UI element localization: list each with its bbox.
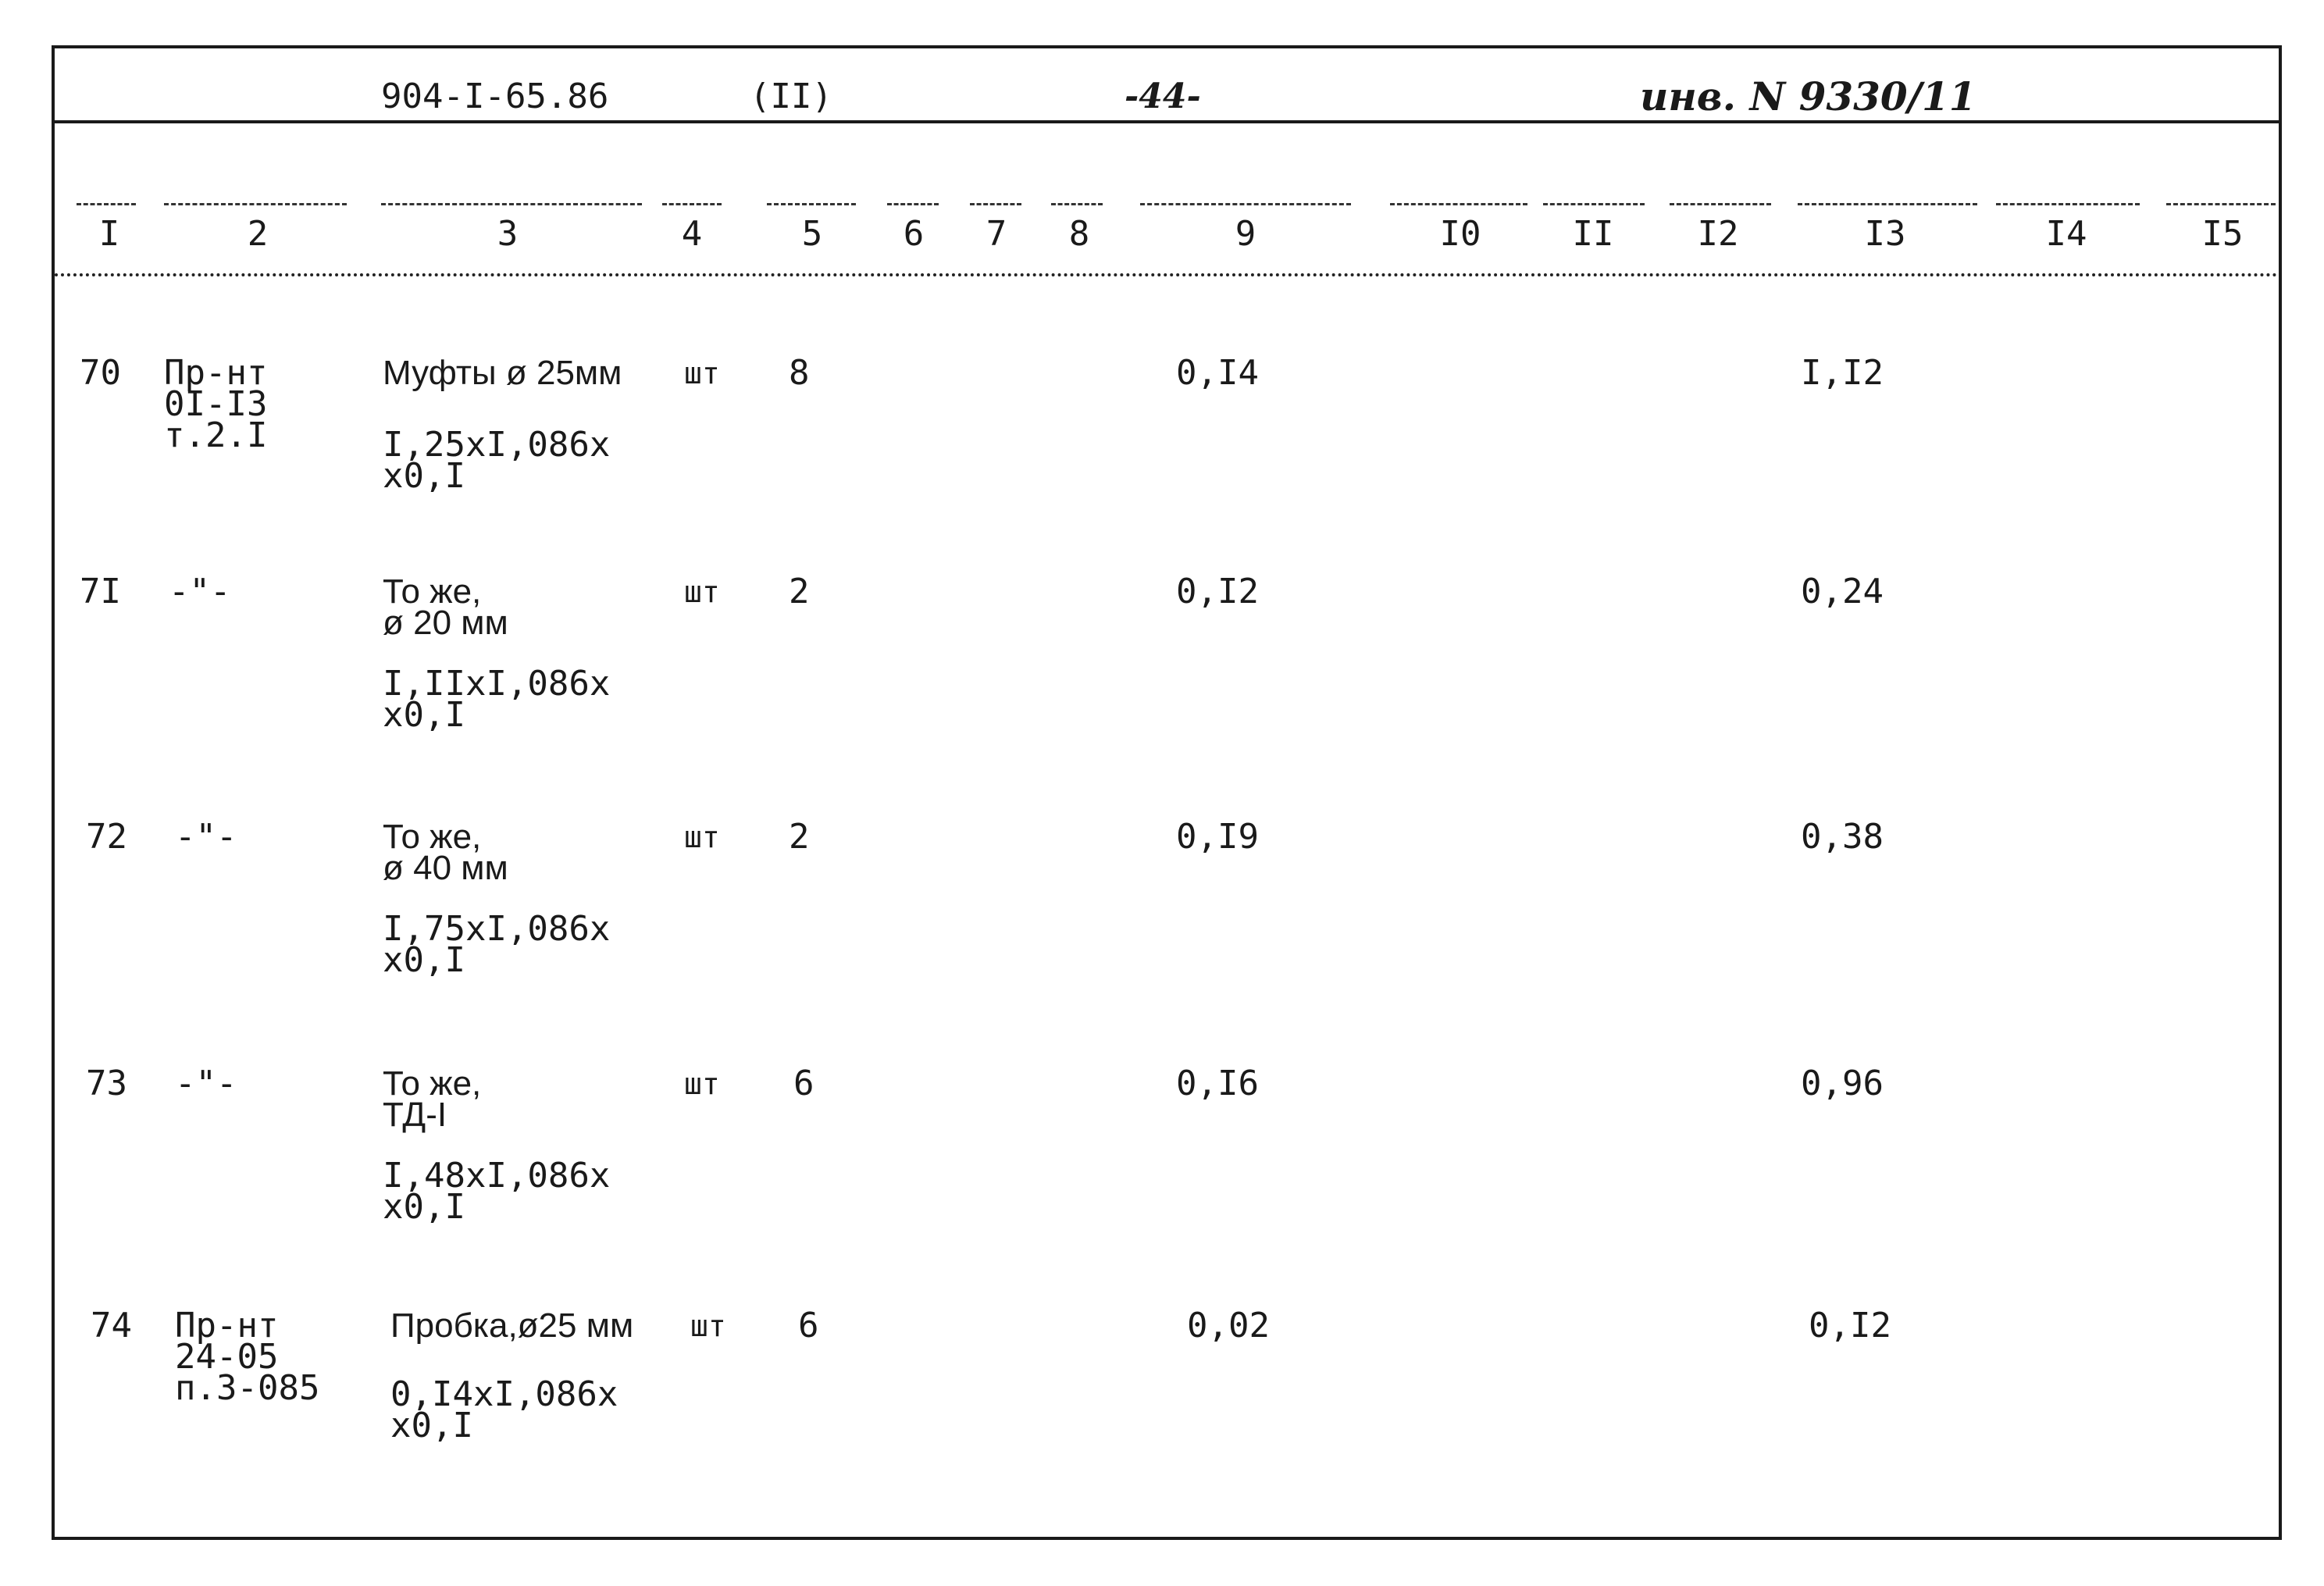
row-number: 7I [80, 572, 121, 611]
column-dash [1543, 203, 1645, 205]
row-number: 72 [86, 817, 127, 857]
column-dash [1996, 203, 2140, 205]
unit-cell: шт [690, 1309, 726, 1343]
total-weight-cell: 0,24 [1801, 572, 1884, 611]
calculation-cell: I,48xI,086x x0,I [383, 1156, 611, 1227]
unit-cell: шт [684, 356, 720, 390]
item-name: То же, ø 20 мм [383, 572, 508, 642]
column-dash [1051, 203, 1103, 205]
column-number: I [98, 214, 120, 254]
item-name: То же, ТД-I [383, 1064, 482, 1134]
column-dash [767, 203, 856, 205]
total-weight-cell: 0,I2 [1809, 1306, 1891, 1345]
column-number: II [1572, 214, 1614, 254]
item-name: То же, ø 40 мм [383, 818, 508, 887]
unit-weight-cell: 0,I4 [1176, 353, 1259, 393]
sheet-reference: (II) [750, 77, 832, 116]
calculation-cell: I,IIxI,086x x0,I [383, 664, 611, 735]
column-dash [1140, 203, 1351, 205]
column-number: 7 [986, 214, 1007, 254]
column-dash [1390, 203, 1527, 205]
unit-weight-cell: 0,I2 [1176, 572, 1259, 611]
column-number: 3 [497, 214, 519, 254]
item-name: Муфты ø 25мм [383, 354, 622, 392]
column-number: 4 [681, 214, 703, 254]
column-dash [164, 203, 347, 205]
unit-cell: шт [684, 820, 720, 854]
reference-cell: -"- [175, 1064, 237, 1103]
reference-cell: Пр-нт 0I-I3 т.2.I [164, 353, 268, 455]
inventory-number: инв. N 9330/11 [1640, 73, 1976, 119]
column-number: I2 [1697, 214, 1739, 254]
quantity-cell: 2 [789, 817, 810, 857]
column-number: I4 [2045, 214, 2087, 254]
quantity-cell: 6 [793, 1064, 814, 1103]
column-number: I0 [1439, 214, 1481, 254]
row-number: 73 [86, 1064, 127, 1103]
total-weight-cell: I,I2 [1801, 353, 1884, 393]
document-sheet [52, 45, 2282, 1540]
column-dash [381, 203, 642, 205]
reference-cell: Пр-нт 24-05 п.3-085 [175, 1306, 320, 1408]
column-number: I3 [1864, 214, 1906, 254]
calculation-cell: I,25xI,086x x0,I [383, 425, 611, 496]
column-header-rule [55, 273, 2279, 276]
unit-weight-cell: 0,I9 [1176, 817, 1259, 857]
unit-weight-cell: 0,02 [1187, 1306, 1270, 1345]
page-number: -44- [1125, 77, 1201, 116]
column-number: I5 [2201, 214, 2244, 254]
column-dash [77, 203, 136, 205]
unit-weight-cell: 0,I6 [1176, 1064, 1259, 1103]
unit-cell: шт [684, 1067, 720, 1101]
column-number: 6 [903, 214, 925, 254]
column-dash [2166, 203, 2276, 205]
row-number: 70 [80, 353, 121, 393]
column-number: 9 [1235, 214, 1256, 254]
calculation-cell: I,75xI,086x x0,I [383, 909, 611, 980]
item-name: Пробка,ø25 мм [390, 1306, 634, 1345]
column-dash [970, 203, 1021, 205]
header-divider [55, 120, 2279, 123]
total-weight-cell: 0,38 [1801, 817, 1884, 857]
column-dash [887, 203, 939, 205]
column-number: 5 [801, 214, 823, 254]
unit-cell: шт [684, 575, 720, 609]
column-dash [1670, 203, 1771, 205]
total-weight-cell: 0,96 [1801, 1064, 1884, 1103]
column-dash [662, 203, 722, 205]
row-number: 74 [91, 1306, 132, 1345]
document-code: 904-I-65.86 [381, 77, 609, 116]
column-dash [1798, 203, 1977, 205]
column-number: 2 [247, 214, 269, 254]
reference-cell: -"- [175, 817, 237, 857]
quantity-cell: 2 [789, 572, 810, 611]
reference-cell: -"- [169, 572, 231, 611]
calculation-cell: 0,I4xI,086x x0,I [390, 1374, 618, 1445]
quantity-cell: 6 [798, 1306, 819, 1345]
quantity-cell: 8 [789, 353, 810, 393]
column-number: 8 [1068, 214, 1090, 254]
